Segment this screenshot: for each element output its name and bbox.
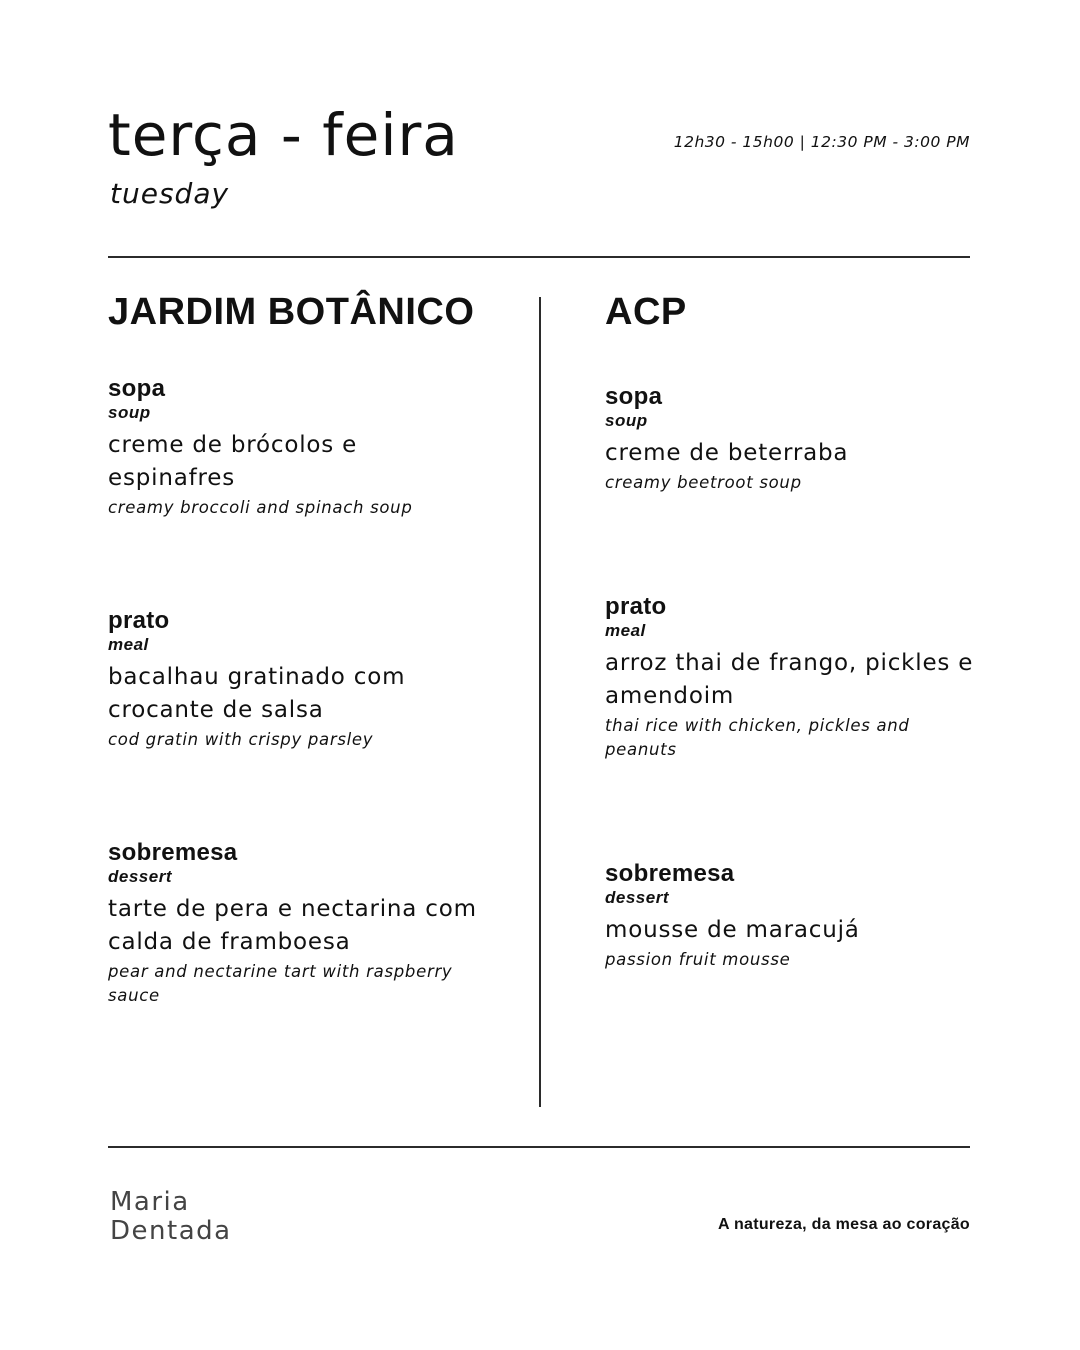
course-label: sobremesa	[108, 839, 238, 866]
dish-name: mousse de maracujá	[605, 917, 860, 944]
course-label: prato	[108, 607, 170, 634]
course-label: sobremesa	[605, 860, 735, 887]
dish-name: bacalhau gratinado com crocante de salsa	[108, 664, 406, 724]
dish-name: arroz thai de frango, pickles e amendoim	[605, 650, 974, 710]
course-label: sopa	[108, 375, 166, 402]
location-title-jardim-botanico: JARDIM BOTÂNICO	[108, 291, 475, 333]
course-soup-acp	[605, 384, 985, 495]
course-label-en: soup	[108, 403, 151, 423]
course-label-en: soup	[605, 411, 648, 431]
day-subtitle: tuesday	[110, 177, 230, 210]
column-divider	[539, 297, 541, 1107]
dish-translation: cod gratin with crispy parsley	[108, 730, 374, 750]
dish-name: creme de brócolos e espinafres	[108, 432, 358, 492]
course-soup-jardim	[108, 376, 488, 520]
course-label-en: meal	[605, 621, 646, 641]
dish-translation: creamy broccoli and spinach soup	[108, 498, 413, 518]
dish-translation: pear and nectarine tart with raspberry sauce	[108, 962, 453, 1006]
course-meal-acp	[605, 594, 985, 762]
course-label-en: meal	[108, 635, 149, 655]
location-title-acp: ACP	[605, 291, 687, 333]
course-dessert-acp	[605, 861, 985, 972]
dish-name: creme de beterraba	[605, 440, 849, 467]
dish-name: tarte de pera e nectarina com calda de framboesa	[108, 896, 477, 956]
course-meal-jardim	[108, 608, 488, 752]
top-divider	[108, 256, 970, 258]
course-label: prato	[605, 593, 667, 620]
bottom-divider	[108, 1146, 970, 1148]
service-hours: 12h30 - 15h00 | 12:30 PM - 3:00 PM	[673, 133, 970, 151]
course-dessert-jardim	[108, 840, 488, 1008]
brand-tagline: A natureza, da mesa ao coração	[717, 1216, 970, 1233]
brand-logo: Maria Dentada	[110, 1187, 232, 1246]
course-label-en: dessert	[108, 867, 172, 887]
day-title: terça - feira	[108, 101, 459, 169]
course-label-en: dessert	[605, 888, 669, 908]
course-label: sopa	[605, 383, 663, 410]
dish-translation: passion fruit mousse	[605, 950, 791, 970]
dish-translation: creamy beetroot soup	[605, 473, 802, 493]
dish-translation: thai rice with chicken, pickles and peanuts	[605, 716, 910, 760]
